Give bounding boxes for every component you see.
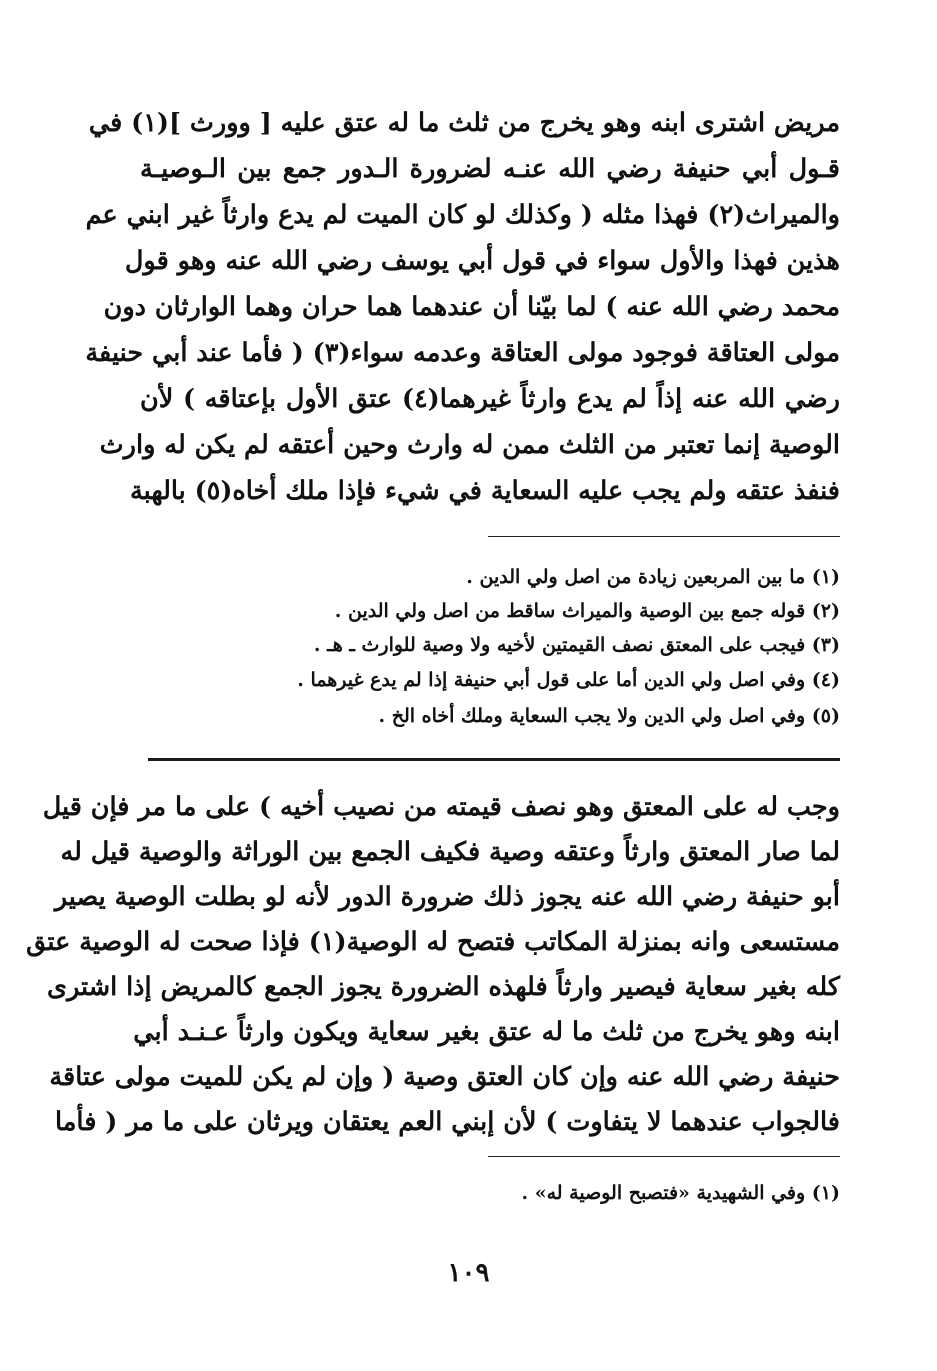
footnote-rule [488, 536, 840, 537]
text-line: قـول أبي حنيفة رضي الله عنـه لضرورة الـدور جمع بين الـوصيـة [140, 154, 840, 184]
text-line: لما صار المعتق وارثاً وعتقه وصية فكيف الجمع بين الوراثة والوصية قيل له [60, 837, 840, 867]
text-line: مولى العتاقة فوجود مولى العتاقة وعدمه سواء(٣) ( فأما عند أبي حنيفة [85, 338, 840, 368]
text-line: وجب له على المعتق وهو نصف قيمته من نصيب أخيه ) على ما مر فإن قيل [42, 792, 840, 822]
text-line: محمد رضي الله عنه ) لما بيّنا أن عندهما هما حران وهما الوارثان دون [103, 292, 840, 322]
footnote: (١) ما بين المربعين زيادة من اصل ولي الدين . [466, 566, 840, 588]
footnote: (٤) وفي اصل ولي الدين أما على قول أبي حنيفة إذا لم يدع غيرهما . [297, 669, 840, 691]
footnote: (١) وفي الشهيدية «فتصبح الوصية له» . [521, 1182, 840, 1204]
text-line: والميراث(٢) فهذا مثله ( وكذلك لو كان الميت لم يدع وارثاً غير ابني عم [85, 200, 840, 230]
text-line: رضي الله عنه إذاً لم يدع وارثاً غيرهما(٤) عتق الأول بإعتاقه ) لأن [140, 384, 840, 414]
text-line: حنيفة رضي الله عنه وإن كان العتق وصية ( وإن لم يكن للميت مولى عتاقة [49, 1062, 840, 1092]
text-line: فالجواب عندهما لا يتفاوت ) لأن إبني العم يعتقان ويرثان على ما مر ( فأما [55, 1107, 840, 1137]
page-number: ١٠٩ [447, 1258, 490, 1288]
text-line: هذين فهذا والأول سواء في قول أبي يوسف رضي الله عنه وهو قول [124, 246, 840, 276]
footnote: (٣) فيجب على المعتق نصف القيمتين لأخيه ولا وصية للوارث ـ هـ . [313, 634, 840, 656]
text-line: أبو حنيفة رضي الله عنه يجوز ذلك ضرورة الدور لأنه لو بطلت الوصية يصير [54, 882, 840, 912]
main-text-section-2 [26, 784, 840, 1156]
footnote: (٥) وفي اصل ولي الدين ولا يجب السعاية وملك أخاه الخ . [378, 705, 840, 727]
text-line: الوصية إنما تعتبر من الثلث ممن له وارث وحين أعتقه لم يكن له وارث [99, 430, 840, 460]
text-line: ابنه وهو يخرج من ثلث ما له عتق بغير سعاية ويكون وارثاً عـنـد أبي [133, 1017, 840, 1047]
footnote: (٢) قوله جمع بين الوصية والميراث ساقط من اصل ولي الدين . [334, 600, 840, 622]
footnote-rule [488, 1156, 840, 1157]
text-line: مستسعى وانه بمنزلة المكاتب فتصح له الوصية(١) فإذا صحت له الوصية عتق [26, 927, 840, 957]
text-line: كله بغير سعاية فيصير وارثاً فلهذه الضرورة يجوز الجمع كالمريض إذا اشترى [47, 972, 840, 1002]
text-line: مريض اشترى ابنه وهو يخرج من ثلث ما له عتق عليه [ وورث ](١) في [88, 108, 840, 138]
page-separator [148, 758, 840, 761]
text-line: فنفذ عتقه ولم يجب عليه السعاية في شيء فإذا ملك أخاه(٥) بالهبة [129, 476, 840, 506]
main-text-section-1 [85, 100, 840, 520]
